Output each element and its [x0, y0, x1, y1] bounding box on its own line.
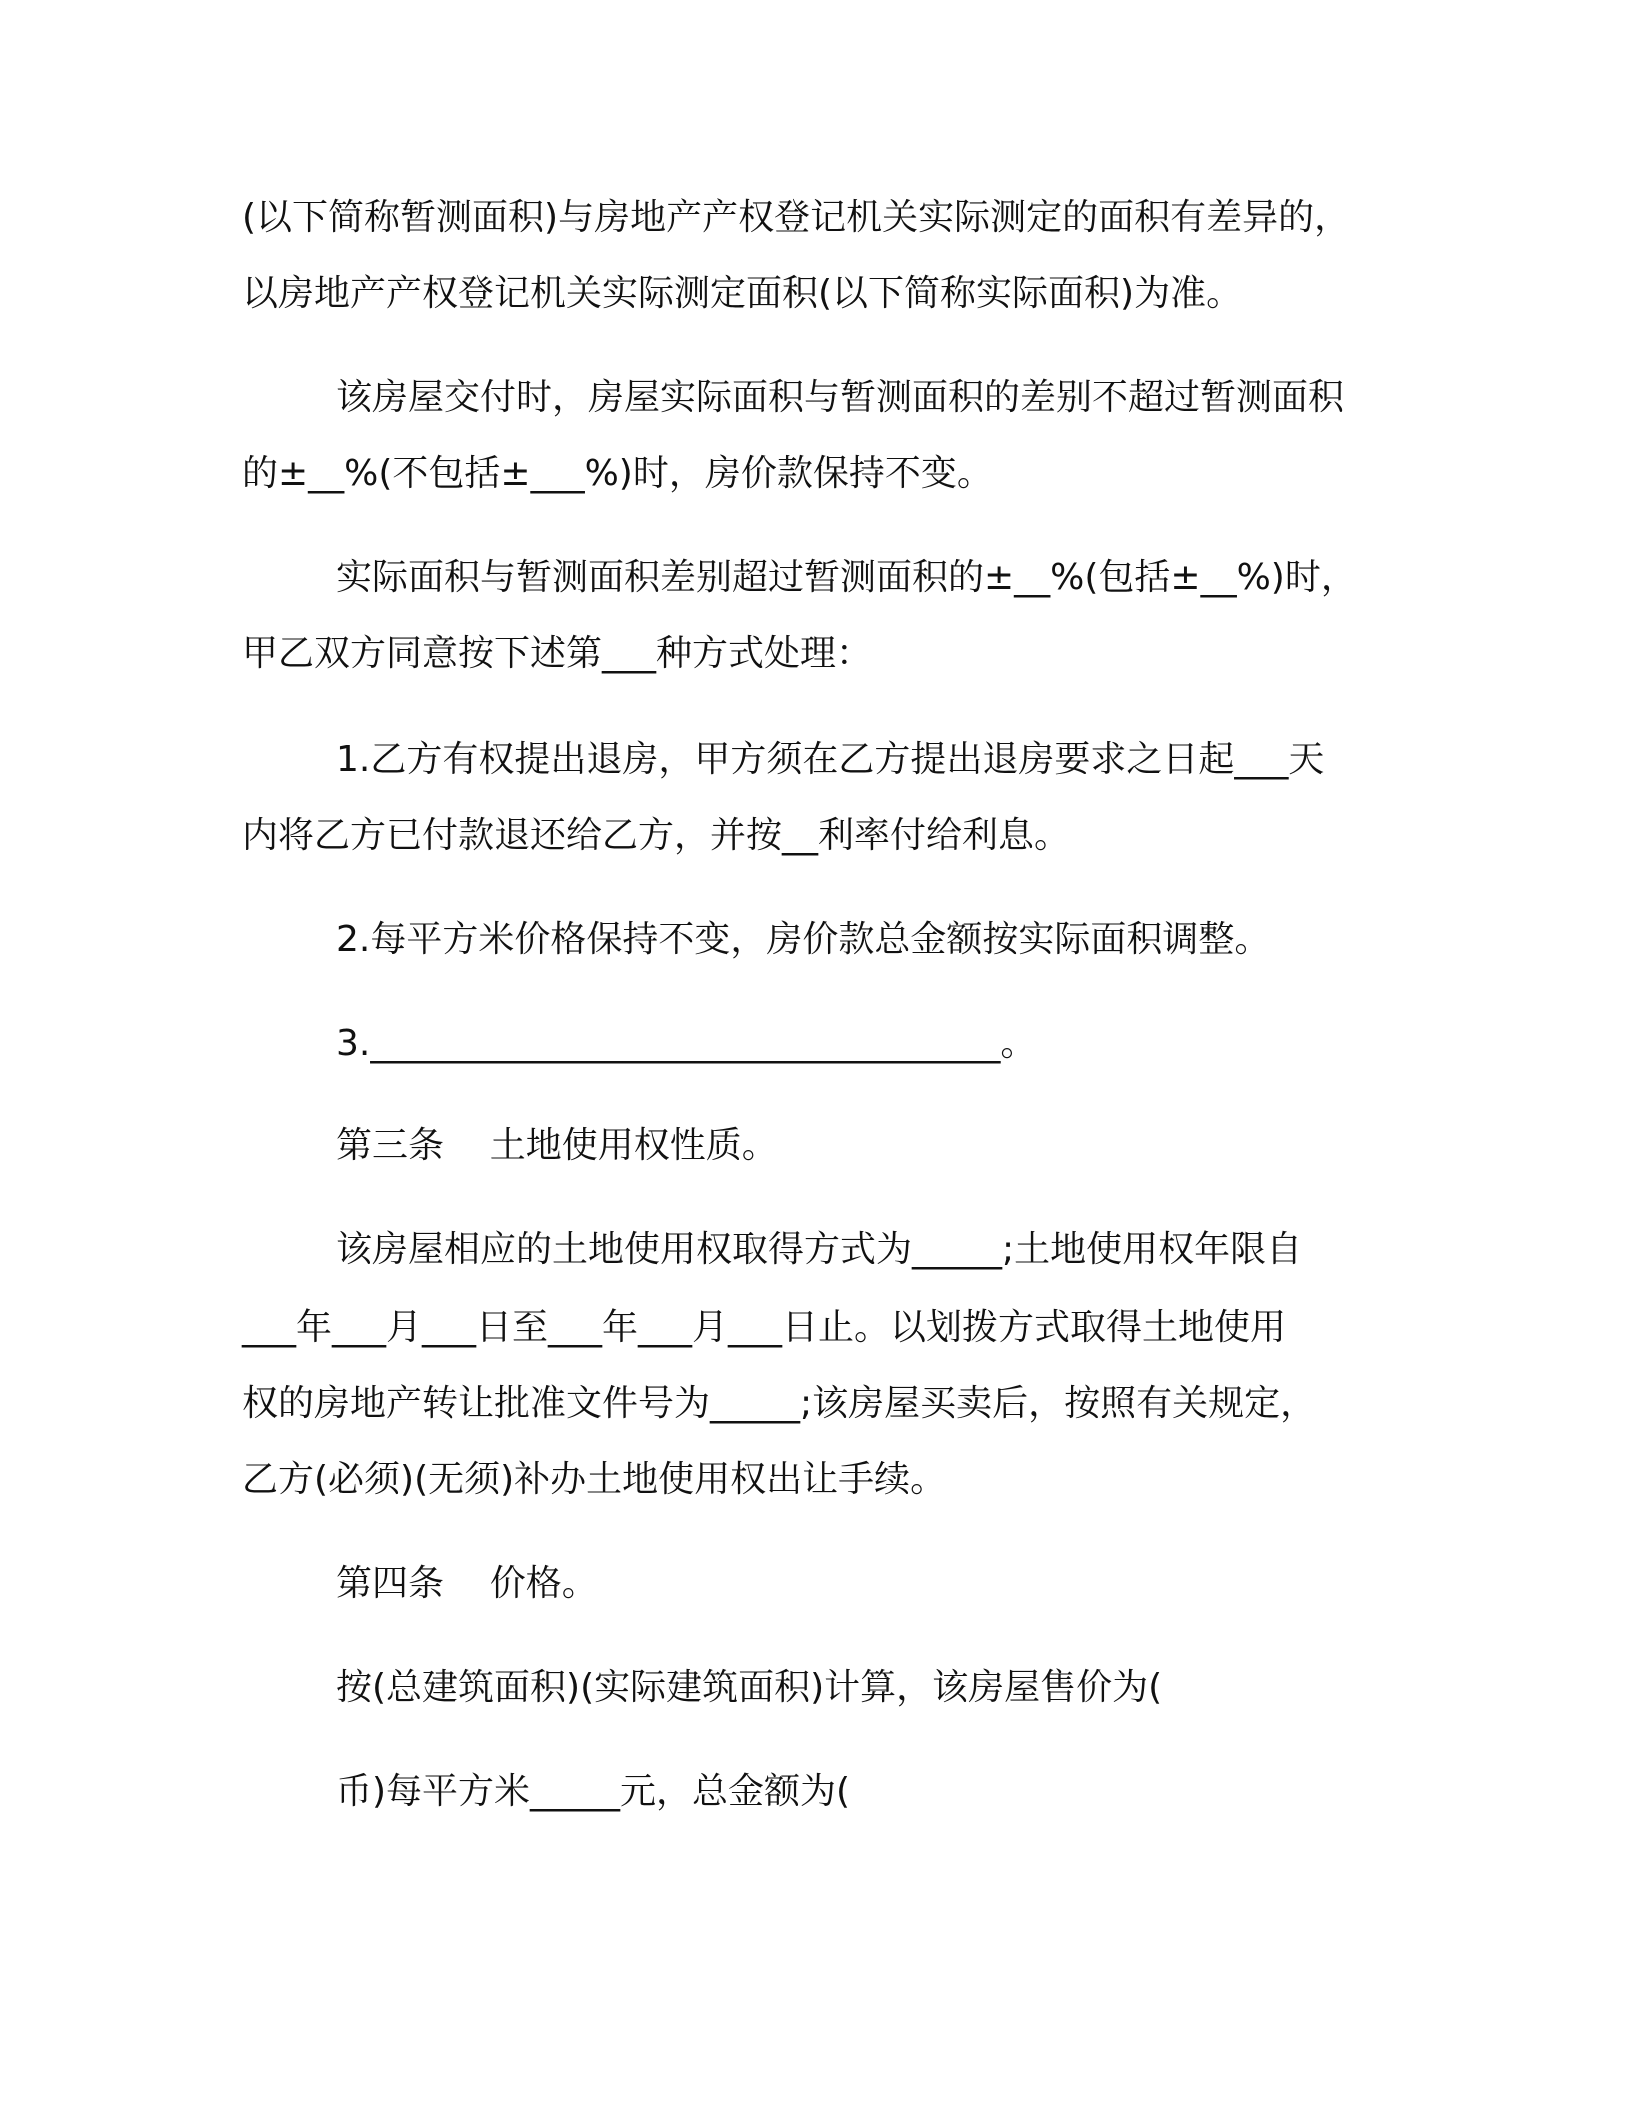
text-line: 乙方(必须)(无须)补办土地使用权出让手续。	[242, 1459, 947, 1500]
text-line: 内将乙方已付款退还给乙方，并按__利率付给利息。	[242, 815, 1071, 856]
article-heading-4: 第四条 价格。	[336, 1563, 598, 1604]
text-line: 以房地产产权登记机关实际测定面积(以下简称实际面积)为准。	[242, 273, 1243, 314]
text-line: ___年___月___日至___年___月___日止。以划拨方式取得土地使用	[242, 1307, 1287, 1348]
text-line: 权的房地产转让批准文件号为_____;该房屋买卖后，按照有关规定，	[242, 1383, 1317, 1424]
paragraph-line: 币)每平方米_____元，总金额为(	[336, 1771, 851, 1812]
text-line: 的±__%(不包括±___%)时，房价款保持不变。	[242, 453, 993, 494]
list-item-3: 3.___________________________________。	[336, 1023, 1037, 1064]
text-line: (以下简称暂测面积)与房地产产权登记机关实际测定的面积有差异的，	[242, 197, 1351, 238]
list-item-1: 1.乙方有权提出退房，甲方须在乙方提出退房要求之日起___天	[336, 739, 1325, 780]
paragraph-line: 实际面积与暂测面积差别超过暂测面积的±__%(包括±__%)时，	[336, 557, 1357, 598]
text-line: 甲乙双方同意按下述第___种方式处理：	[242, 633, 873, 674]
paragraph-line: 该房屋相应的土地使用权取得方式为_____;土地使用权年限自	[336, 1229, 1303, 1270]
list-item-2: 2.每平方米价格保持不变，房价款总金额按实际面积调整。	[336, 919, 1271, 960]
article-heading-3: 第三条 土地使用权性质。	[336, 1125, 778, 1166]
paragraph-line: 按(总建筑面积)(实际建筑面积)计算，该房屋售价为(	[336, 1667, 1163, 1708]
paragraph-line: 该房屋交付时，房屋实际面积与暂测面积的差别不超过暂测面积	[336, 377, 1345, 418]
